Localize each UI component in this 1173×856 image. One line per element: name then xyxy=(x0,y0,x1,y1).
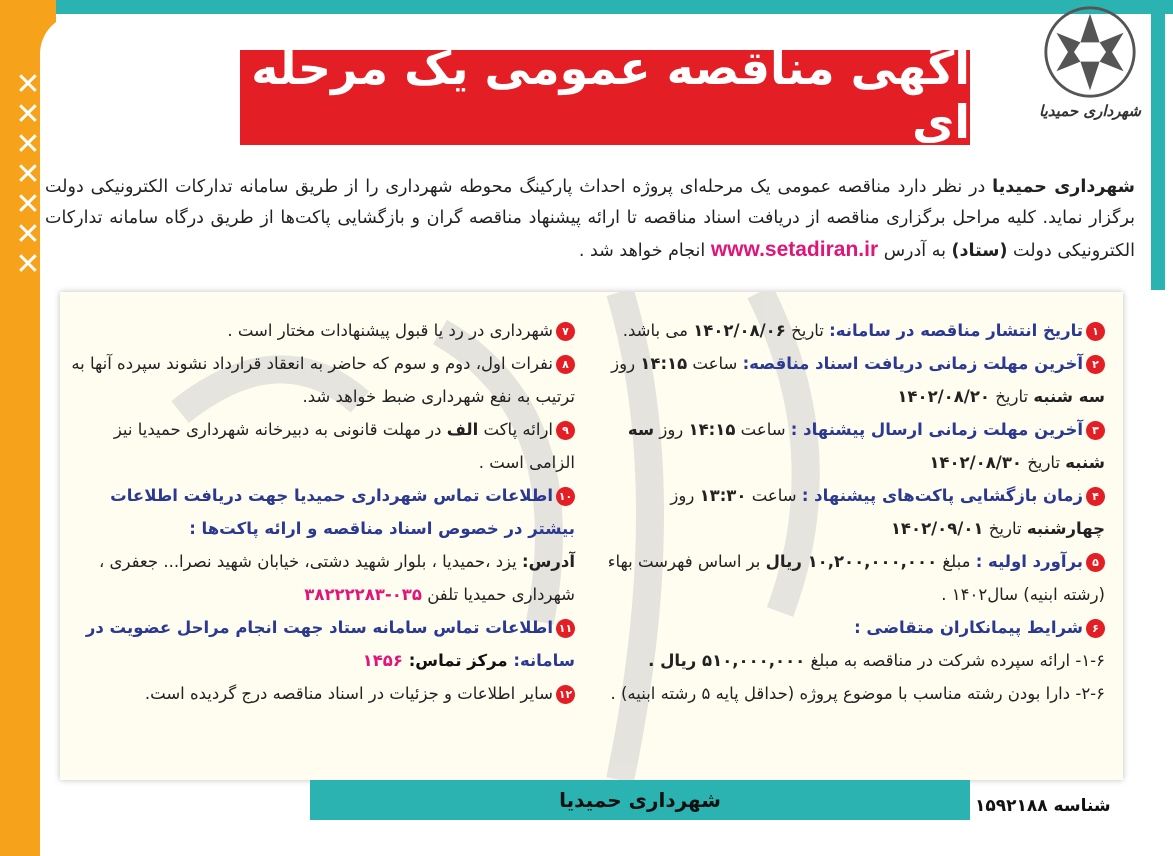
item-7 xyxy=(70,314,575,347)
amount: ۱۰,۲۰۰,۰۰۰,۰۰۰ ریال xyxy=(765,552,938,571)
number-badge: ۳ xyxy=(1086,421,1105,440)
item-text: روز xyxy=(670,486,700,505)
number-badge: ۹ xyxy=(556,421,575,440)
logo-emblem-icon xyxy=(1042,4,1138,100)
column-right xyxy=(595,314,1105,710)
call-center-number[interactable]: ۱۴۵۶ xyxy=(362,651,403,670)
item-text: می باشد. xyxy=(622,321,694,340)
logo xyxy=(1015,4,1165,134)
item-6 xyxy=(595,611,1105,644)
item-8 xyxy=(70,347,575,413)
item-text: سایر اطلاعات و جزئیات در اسناد مناقصه درج گردیده است. xyxy=(144,684,553,703)
date: ۱۴۰۲/۰۹/۰۱ xyxy=(890,519,984,538)
item-text: در مهلت قانونی به دبیرخانه شهرداری حمیدیا نیز الزامی است . xyxy=(113,420,575,472)
time: ۱۳:۳۰ xyxy=(699,486,747,505)
column-left xyxy=(70,314,575,710)
time: ۱۴:۱۵ xyxy=(640,354,688,373)
item-6-1 xyxy=(595,644,1105,677)
item-4 xyxy=(595,479,1105,545)
page-title: آگهی مناقصه عمومی یک مرحله ای xyxy=(240,41,970,154)
item-text: نفرات اول، دوم و سوم که حاضر به انعقاد قرارداد نشوند سپرده آنها به ترتیب به نفع شهرداری ضبط خواهد شد. xyxy=(71,354,575,406)
item-6-2 xyxy=(595,677,1105,710)
item-text: تاریخ xyxy=(989,387,1034,406)
day: چهارشنبه xyxy=(1026,519,1105,538)
item-text: مبلغ xyxy=(937,552,976,571)
title-banner xyxy=(240,41,970,149)
number-badge: ۷ xyxy=(556,322,575,341)
item-text: ساعت xyxy=(746,486,802,505)
number-badge: ۵ xyxy=(1086,553,1105,572)
ad-id: شناسه ۱۵۹۲۱۸۸ xyxy=(975,796,1111,816)
item-5 xyxy=(595,545,1105,611)
item-text: ۱-۶- ارائه سپرده شرکت در مناقصه به مبلغ xyxy=(805,651,1105,670)
date: ۱۴۰۲/۰۸/۳۰ xyxy=(929,453,1022,472)
date: ۱۴۰۲/۰۸/۰۶ xyxy=(693,321,786,340)
item-text: ساعت xyxy=(687,354,743,373)
item-heading: آخرین مهلت زمانی ارسال پیشنهاد : xyxy=(790,420,1083,439)
item-9 xyxy=(70,413,575,479)
number-badge: ۱۱ xyxy=(556,619,575,638)
day: سه شنبه xyxy=(627,420,1105,472)
item-text: ۲-۶- دارا بودن رشته مناسب با موضوع پروژه (حداقل پایه ۵ رشته ابنیه) . xyxy=(610,684,1105,703)
item-12 xyxy=(70,677,575,710)
x-pattern: ✕ ✕ ✕ ✕ ✕ ✕ ✕ xyxy=(15,67,41,282)
number-badge: ۱ xyxy=(1086,322,1105,341)
conditions-box xyxy=(60,292,1123,780)
item-3 xyxy=(595,413,1105,479)
logo-text: شهرداری حمیدیا xyxy=(1039,102,1141,120)
intro-text: انجام خواهد شد . xyxy=(578,241,711,261)
date: ۱۴۰۲/۰۸/۲۰ xyxy=(897,387,990,406)
item-heading: تاریخ انتشار مناقصه در سامانه: xyxy=(829,321,1083,340)
item-heading: اطلاعات تماس شهرداری حمیدیا جهت دریافت اطلاعات بیشتر در خصوص اسناد مناقصه و ارائه پاکت‌ها : xyxy=(110,486,575,538)
item-text: الف xyxy=(446,420,479,439)
item-text: تاریخ xyxy=(983,519,1027,538)
number-badge: ۲ xyxy=(1086,355,1105,374)
number-badge: ۴ xyxy=(1086,487,1105,506)
address: یزد ،حمیدیا ، بلوار شهید دشتی، خیابان شهید نصرا... جعفری ، شهرداری حمیدیا تلفن xyxy=(98,552,575,604)
day: سه شنبه xyxy=(1033,387,1105,406)
frame-top xyxy=(40,0,1173,14)
phone-number[interactable]: ۰۳۵-۳۸۲۲۲۲۸۳ xyxy=(304,585,422,604)
intro-text: به آدرس xyxy=(878,241,952,261)
item-heading: شرایط پیمانکاران متقاضی : xyxy=(854,618,1083,637)
item-heading: آخرین مهلت زمانی دریافت اسناد مناقصه: xyxy=(742,354,1083,373)
org-name: شهرداری حمیدیا xyxy=(992,177,1135,197)
item-text: ارائه پاکت xyxy=(478,420,553,439)
intro-text: در نظر دارد مناقصه عمومی یک مرحله‌ای پروژه احداث پارکینگ محوطه شهرداری را از طریق سامانه تدارکات الکترونیکی دولت برگزار نماید. کلیه مراحل برگزاری مناقصه از دریافت اسناد مناقصه تا ارائه پیشنهاد مناقصه گران و بازگشایی پاکت‌ها از طریق درگاه سامانه تدارکات الکترونیکی دولت xyxy=(45,177,1135,261)
item-text: تاریخ xyxy=(785,321,830,340)
item-text: روز xyxy=(654,420,689,439)
item-text: شهرداری در رد یا قبول پیشنهادات مختار است . xyxy=(227,321,553,340)
call-center-label: مرکز تماس: xyxy=(402,651,514,670)
item-text: تاریخ xyxy=(1021,453,1066,472)
number-badge: ۶ xyxy=(1086,619,1105,638)
item-text: روز xyxy=(611,354,641,373)
number-badge: ۱۰ xyxy=(556,487,575,506)
item-text: بر اساس فهرست بهاء (رشته ابنیه) سال۱۴۰۲ . xyxy=(607,552,1105,604)
amount: ۵۱۰,۰۰۰,۰۰۰ ریال . xyxy=(648,651,806,670)
item-text: ساعت xyxy=(735,420,791,439)
item-heading: برآورد اولیه : xyxy=(975,552,1083,571)
item-11 xyxy=(70,611,575,677)
footer-bar xyxy=(310,780,970,820)
setad-link[interactable]: www.setadiran.ir xyxy=(710,238,879,261)
time: ۱۴:۱۵ xyxy=(688,420,736,439)
number-badge: ۸ xyxy=(556,355,575,374)
item-2 xyxy=(595,347,1105,413)
setad-label: (ستاد) xyxy=(951,241,1008,261)
item-heading: اطلاعات تماس سامانه ستاد جهت انجام مراحل عضویت در سامانه: xyxy=(85,618,575,670)
intro-paragraph xyxy=(45,172,1135,267)
item-10 xyxy=(70,479,575,611)
item-1 xyxy=(595,314,1105,347)
footer-org: شهرداری حمیدیا xyxy=(559,788,721,812)
number-badge: ۱۲ xyxy=(556,685,575,704)
item-heading: زمان بازگشایی پاکت‌های پیشنهاد : xyxy=(801,486,1083,505)
address-label: آدرس: xyxy=(522,552,575,571)
